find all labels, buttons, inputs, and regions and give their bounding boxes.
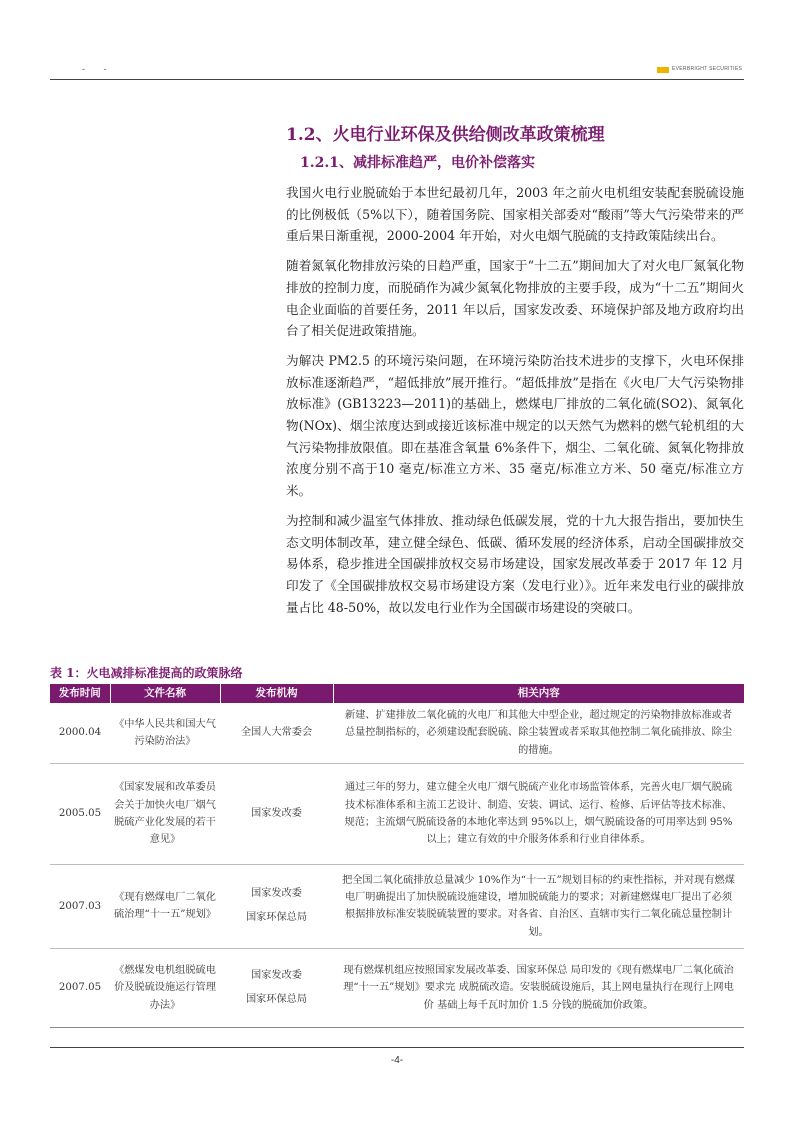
header-divider <box>50 79 744 80</box>
paragraph: 随着氮氧化物排放污染的日趋严重，国家于“十二五”期间加大了对火电厂氮氧化物排放的控制力度，而脱硝作为减少氮氧化物排放的主要手段，成为“十二五”期间火电企业面临的首要任务，2011 年以后，国家发改委、环境保护部及地方政府均出台了相关促进政策措施。 <box>286 258 744 339</box>
cell-organization <box>220 763 333 864</box>
cell-organization <box>220 703 333 763</box>
table-row <box>50 864 744 948</box>
organization-name: 国家环保总局 <box>245 912 308 924</box>
column-header-date: 发布时间 <box>50 684 110 703</box>
organization-name: 国家环保总局 <box>245 993 308 1005</box>
cell-date: 2000.04 <box>50 703 110 763</box>
body-text <box>286 182 744 626</box>
brand-logo-text: EVERBRIGHT SECURITIES <box>672 66 743 72</box>
header-marks: - - <box>82 64 115 74</box>
cell-date: 2007.03 <box>50 864 110 948</box>
table-row <box>50 703 744 763</box>
organization-name: 国家发改委 <box>251 807 302 819</box>
paragraph: 为解决 PM2.5 的环境污染问题，在环境污染防治技术进步的支撑下，火电环保排放标准逐渐趋严，“超低排放”展开推行。“超低排放”是指在《火电厂大气污染物排放标准》(GB13223—2011)的基础上，燃煤电厂排放的二氧化硫(SO2)、氮氧化物(NOx)、烟尘浓度达到或接近该标准中规定的以天然气为燃料的燃气轮机组的大气污染物排放限值。即在基准含氧量 6%条件下，烟尘、二氧化硫、氮氧化物排放浓度分别不高于10 毫克/标准立方米、35 毫克/标准立方米、50 毫克/标准立方米。 <box>286 352 744 499</box>
brand-logo-icon <box>657 67 669 73</box>
cell-organization <box>220 864 333 948</box>
cell-content: 通过三年的努力，建立健全火电厂烟气脱硫产业化市场监管体系，完善火电厂烟气脱硫技术标准体系和主流工艺设计、制造、安装、调试、运行、检修、后评估等技术标准、规范；主流烟气脱硫设备的本地化率达到 95%以上，烟气脱硫设备的可用率达到 95%以上；建立有效的中介服务体系和行业自律体系。 <box>333 763 744 864</box>
table-header-row <box>50 684 744 703</box>
organization-name: 国家发改委 <box>251 969 302 981</box>
page-number: -4- <box>390 1055 404 1066</box>
column-header-document: 文件名称 <box>110 684 220 703</box>
policy-table <box>50 684 744 1028</box>
column-header-organization: 发布机构 <box>220 684 333 703</box>
cell-document: 《燃煤发电机组脱硫电价及脱硫设施运行管理办法》 <box>110 948 220 1027</box>
table-title: 表 1：火电减排标准提高的政策脉络 <box>50 666 243 680</box>
footer-divider <box>50 1047 744 1048</box>
cell-date: 2007.05 <box>50 948 110 1027</box>
subsection-title: 1.2.1、减排标准趋严，电价补偿落实 <box>300 155 535 171</box>
table-row <box>50 763 744 864</box>
section-title: 1.2、火电行业环保及供给侧改革政策梳理 <box>286 125 605 145</box>
paragraph: 为控制和减少温室气体排放、推动绿色低碳发展，党的十九大报告指出，要加快生态文明体制改革，建立健全绿色、低碳、循环发展的经济体系，启动全国碳排放交易体系，稳步推进全国碳排放权交易市场建设，国家发展改革委于 2017 年 12 月印发了《全国碳排放权交易市场建设方案（发电行业）》。近年来发电行业的碳排放量占比 48-50%，故以发电行业作为全国碳市场建设的突破口。 <box>286 512 744 615</box>
cell-document: 《中华人民共和国大气污染防治法》 <box>110 703 220 763</box>
paragraph: 我国火电行业脱硫始于本世纪最初几年，2003 年之前火电机组安装配套脱硫设施的比例极低（5%以下），随着国务院、国家相关部委对“酸雨”等大气污染带来的严重后果日渐重视，2000-2004 年开始，对火电烟气脱硫的支持政策陆续出台。 <box>286 185 744 244</box>
cell-date: 2005.05 <box>50 763 110 864</box>
cell-document: 《国家发展和改革委员会关于加快火电厂烟气脱硫产业化发展的若干意见》 <box>110 763 220 864</box>
cell-content: 新建、扩建排放二氧化硫的火电厂和其他大中型企业，超过规定的污染物排放标准或者总量控制指标的，必须建设配套脱硫、除尘装置或者采取其他控制二氧化硫排放、除尘的措施。 <box>333 703 744 763</box>
organization-name: 全国人大常委会 <box>240 726 313 738</box>
cell-document: 《现有燃煤电厂二氧化硫治理“十一五”规划》 <box>110 864 220 948</box>
table-row <box>50 948 744 1027</box>
column-header-content: 相关内容 <box>333 684 744 703</box>
cell-content: 现有燃煤机组应按照国家发展改革委、国家环保总 局印发的《现有燃煤电厂二氧化硫治理“十一五”规划》要求完 成脱硫改造。安装脱硫设施后，其上网电量执行在现行上网电价 基础上每千瓦时加价 1.5 分钱的脱硫加价政策。 <box>333 948 744 1027</box>
cell-organization <box>220 948 333 1027</box>
cell-content: 把全国二氧化硫排放总量减少 10%作为“十一五”规划目标的约束性指标，并对现有燃煤电厂明确提出了加快脱硫设施建设，增加脱硫能力的要求；对新建燃煤电厂提出了必须根据排放标准安装脱硫装置的要求。对各省、自治区、直辖市实行二氧化硫总量控制计划。 <box>333 864 744 948</box>
organization-name: 国家发改委 <box>251 888 302 900</box>
